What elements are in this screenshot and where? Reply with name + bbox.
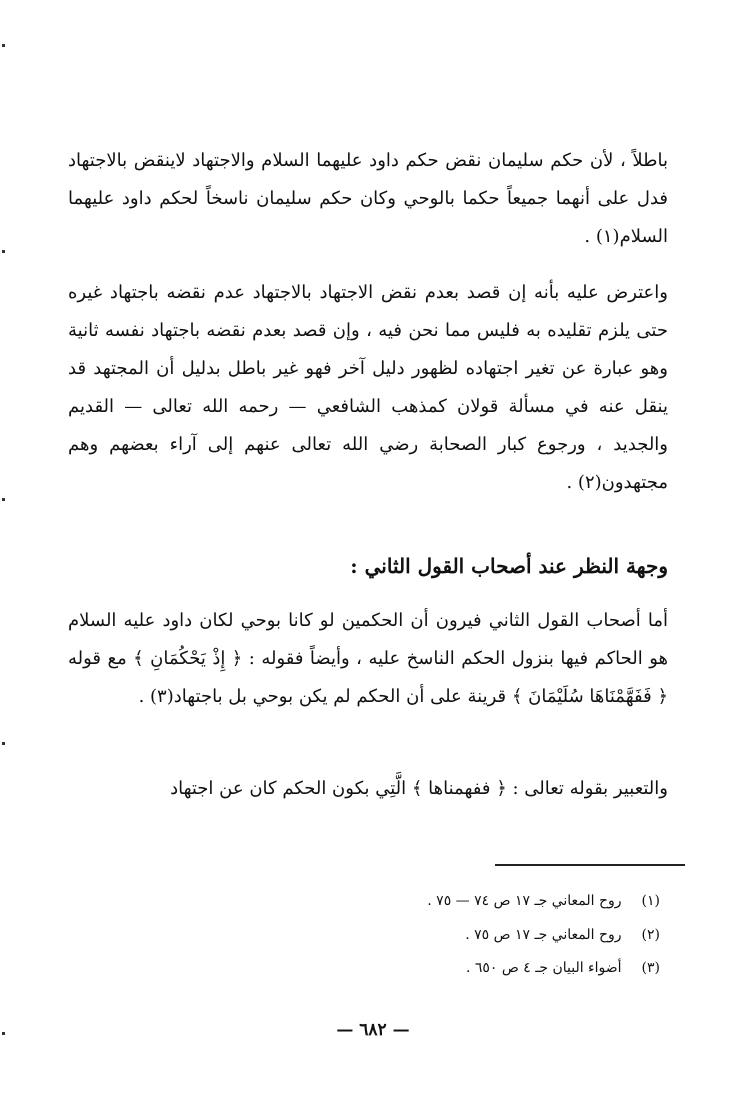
footnote-text: أضواء البيان جـ ٤ ص ٦٥٠ . (465, 960, 622, 976)
paragraph-2: واعترض عليه بأنه إن قصد بعدم نقض الاجتهاد بالاجتهاد عدم نقضه باجتهاد غيره حتى يلزم تقليده به فليس مما نحن فيه ، وإن قصد بعدم نقضه باجتهاد نفسه ثانية وهو عبارة عن تغير اجتهاده لظهور دليل آخر فهو غير باطل بدليل أن المجتهد قد ينقل عنه في مسألة قولان كمذهب الشافعي — رحمه الله تعالى — القديم والجديد ، ورجوع كبار الصحابة رضي الله تعالى عنهم إلى آراء بعضهم وهم مجتهدون(٢) . (68, 282, 668, 493)
footnote-divider (495, 864, 685, 866)
scan-mark (2, 44, 5, 47)
footnote-number: (٢) (641, 927, 660, 943)
paragraph-1: باطلاً ، لأن حكم سليمان نقض حكم داود عليهما السلام والاجتهاد لاينقض بالاجتهاد فدل على أنهما جميعاً حكما بالوحي وكان حكم سليمان ناسخاً لحكم داود عليهما السلام(١) . (68, 150, 668, 247)
footnote-text: روح المعاني جـ ١٧ ص ٧٤ — ٧٥ . (427, 893, 622, 909)
section-heading: وجهة النظر عند أصحاب القول الثاني : (350, 554, 668, 578)
footnote-1 (200, 891, 660, 911)
scan-mark (2, 498, 5, 501)
scan-mark (2, 742, 5, 745)
page-number: — ٦٨٢ — (336, 1020, 410, 1040)
footnote-number: (٣) (641, 960, 660, 976)
paragraph-3: أما أصحاب القول الثاني فيرون أن الحكمين لو كانا بوحي لكان داود عليه السلام هو الحاكم فيها بنزول الحكم الناسخ عليه ، وأيضاً فقوله : ﴿ إِذْ يَحْكُمَانِ ﴾ مع قوله ﴿ فَفَهَّمْنَاهَا سُلَيْمَانَ ﴾ قرينة على أن الحكم لم يكن بوحي بل باجتهاد(٣) . (68, 610, 668, 707)
scan-mark (2, 250, 5, 253)
paragraph-4: والتعبير بقوله تعالى : ﴿ ففهمناها ﴾ الَّتِي بكون الحكم كان عن اجتهاد (170, 778, 668, 799)
footnote-2 (200, 925, 660, 945)
footnote-number: (١) (641, 893, 660, 909)
footnote-text: روح المعاني جـ ١٧ ص ٧٥ . (465, 927, 622, 943)
footnote-3 (200, 958, 660, 978)
